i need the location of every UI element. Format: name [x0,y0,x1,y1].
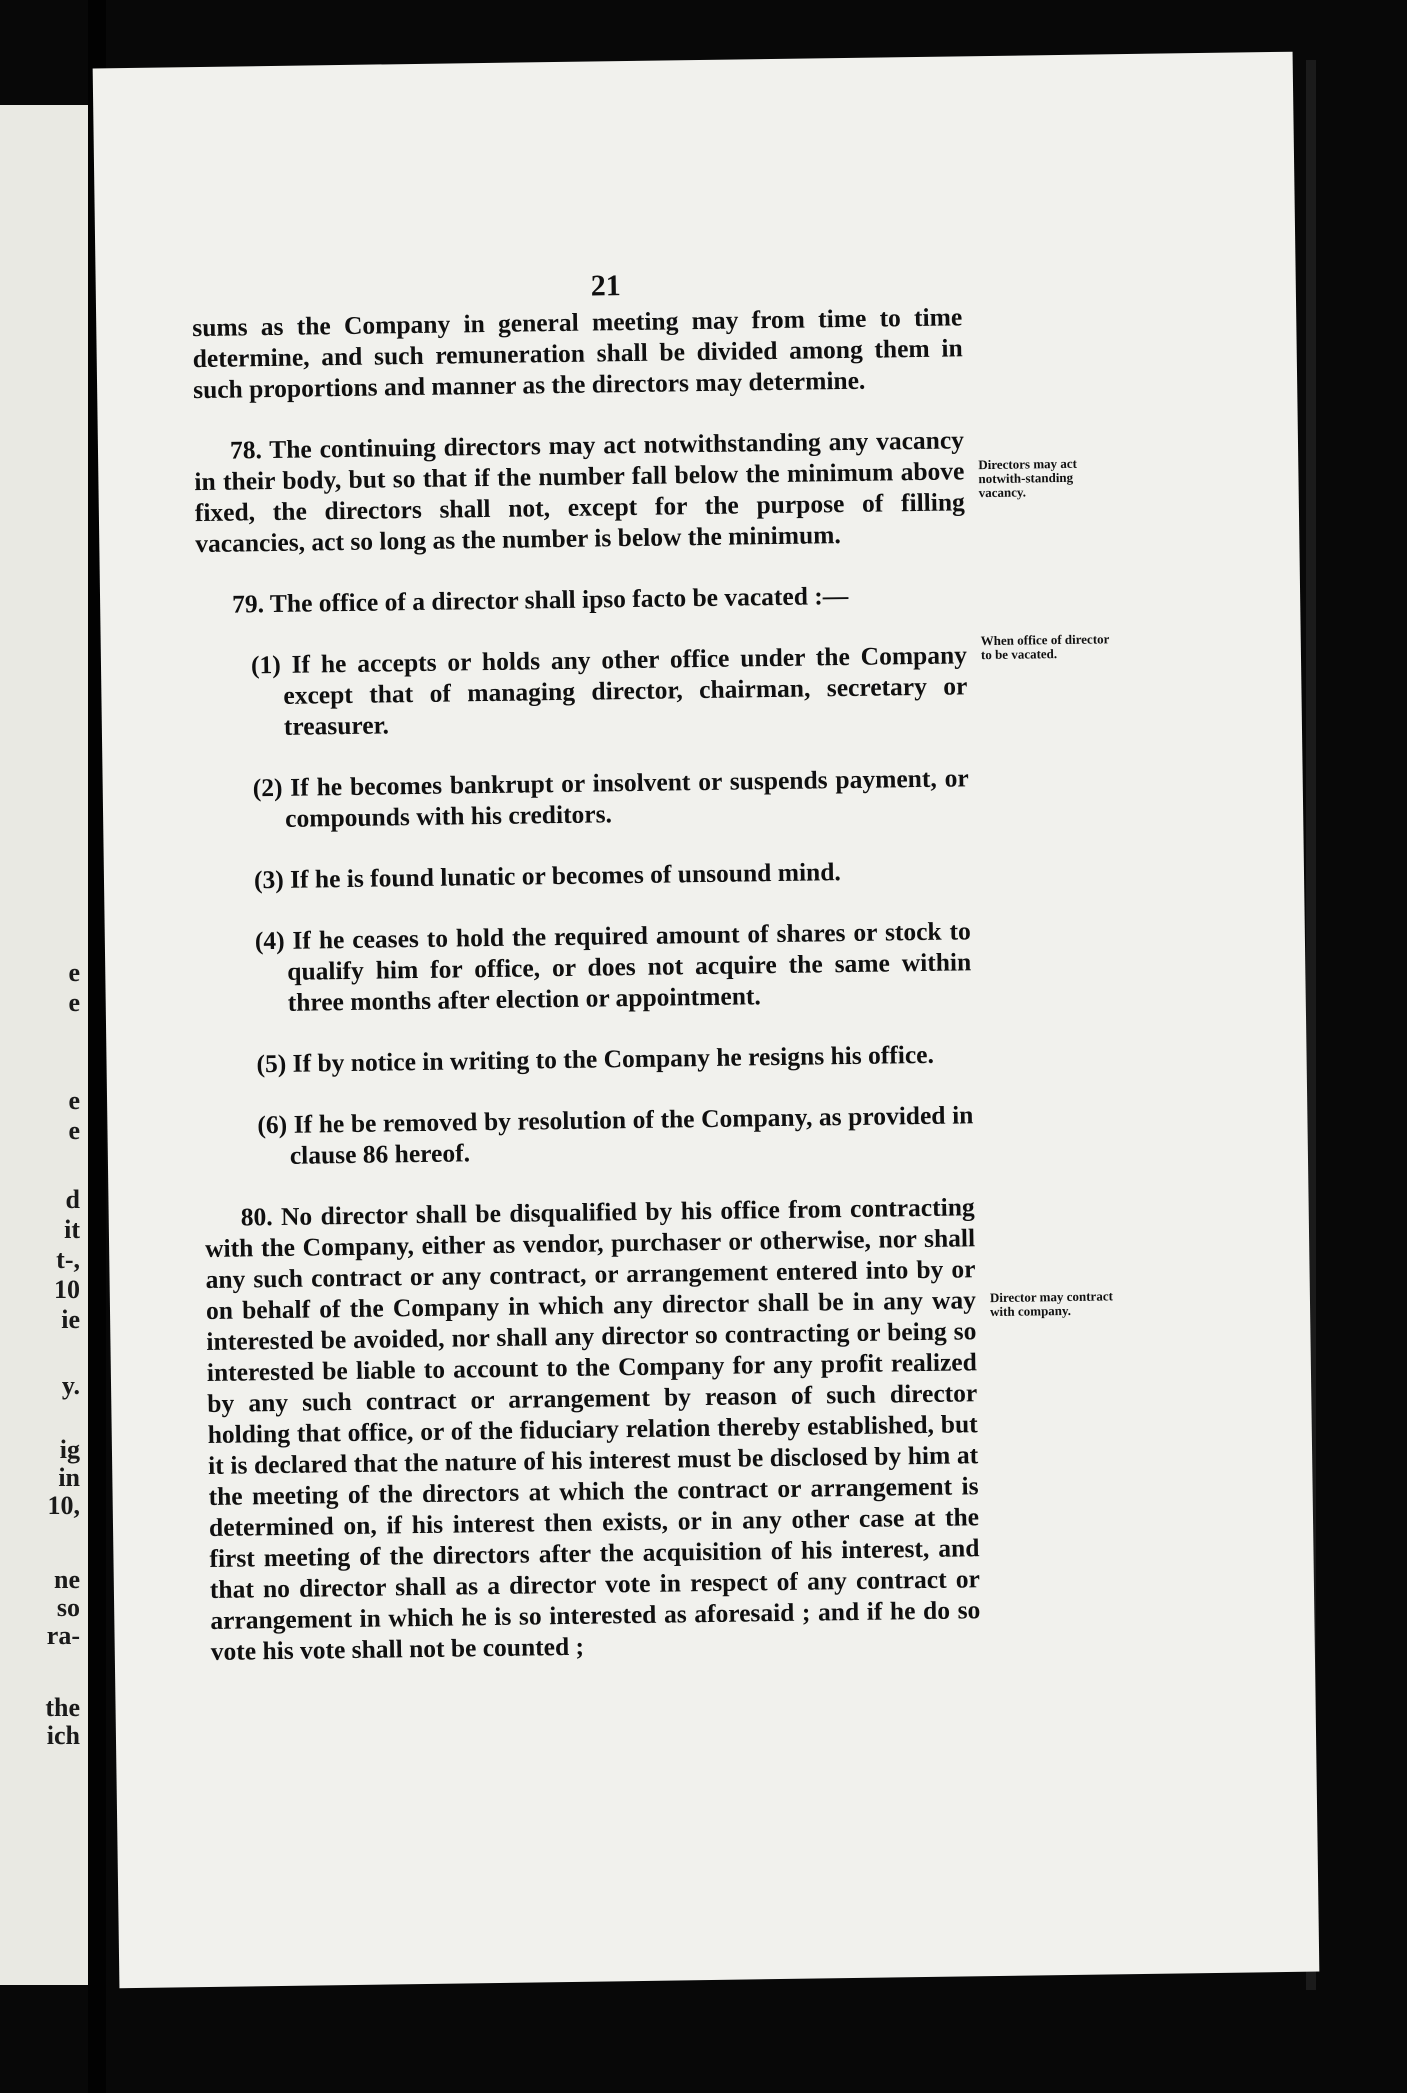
clause-4: (4) If he ceases to hold the required amount of shares or stock to qualify him for office, or does not acquire the same within three months after election or appointment. [254,916,972,1017]
facing-page-fragment: so [56,1593,80,1622]
clause-3: (3) If he is found lunatic or becomes of unsound mind. [253,857,841,895]
facing-page-fragment: ig [59,1435,80,1464]
facing-page-fragment: ne [54,1565,80,1594]
page-number: 21 [590,269,621,303]
paragraph-continuation: sums as the Company in general meeting may from time to time determine, and such remuneration shall be divided among them in such proportions and manner as the directors may determine. [192,302,963,405]
facing-page-fragment: 10 [54,1275,80,1304]
facing-page-fragment: t-, [56,1245,80,1274]
facing-page-fragment: ra- [46,1621,80,1650]
facing-page-fragment: e [68,1116,80,1145]
facing-page-fragment: in [58,1463,80,1492]
paragraph-80: 80. No director shall be disqualified by his office from contracting with the Company, either as vendor, purchaser or otherwise, nor shall any such contract or any contract, or arrangement entered into by or on behalf of the Company in which any director shall be in any way interested be avoided, nor shall any director so contracting or being so interested be liable to account to the Company for any profit realized by any such contract or arrangement by reason of such director holding that office, or of the fiduciary relation thereby established, but it is declared that the nature of his interest must be disclosed by him at the meeting of the directors at which the contract or arrangement is determined on, if his interest then exists, or in any other case at the first meeting of the directors after the acquisition of his interest, and that no director shall as a director vote in respect of any contract or arrangement in which he is so interested as aforesaid ; and if he do so vote his vote shall not be counted ; [204,1192,981,1666]
facing-page-fragment: d [65,1185,80,1214]
facing-page-fragment: it [64,1215,80,1244]
marginal-note-79: When office of director to be vacated. [980,631,1110,663]
facing-page-fragment: ie [61,1305,80,1334]
facing-page-fragment: e [68,988,80,1017]
facing-page-edge [0,105,88,1985]
clause-1: (1) If he accepts or holds any other office under the Company except that of managing director, chairman, secretary or treasurer. [250,640,968,741]
clause-6: (6) If he be removed by resolution of the Company, as provided in clause 86 hereof. [257,1100,974,1170]
marginal-note-80: Director may contract with company. [989,1288,1113,1320]
marginal-note-78: Directors may act notwith-standing vacancy. [978,455,1078,501]
clause-5: (5) If by notice in writing to the Company he resigns his office. [256,1039,935,1079]
facing-page-fragment: the [45,1693,80,1722]
paragraph-78: 78. The continuing directors may act notwithstanding any vacancy in their body, but so that if the number fall below the minimum above fixed, the directors shall not, except for the purpose of filling vacancies, act so long as the number is below the minimum. [194,425,965,559]
facing-page-fragment: ich [46,1721,80,1750]
page-body [192,301,981,1697]
paragraph-79: 79. The office of a director shall ipso facto be vacated :— [231,580,849,619]
facing-page-fragment: 10, [47,1491,80,1520]
facing-page-fragment: e [68,1086,80,1115]
facing-page-fragment: y. [61,1371,80,1400]
book-page [93,52,1320,1989]
clause-2: (2) If he becomes bankrupt or insolvent or suspends payment, or compounds with his creditors. [252,763,969,833]
facing-page-fragment: e [68,958,80,987]
